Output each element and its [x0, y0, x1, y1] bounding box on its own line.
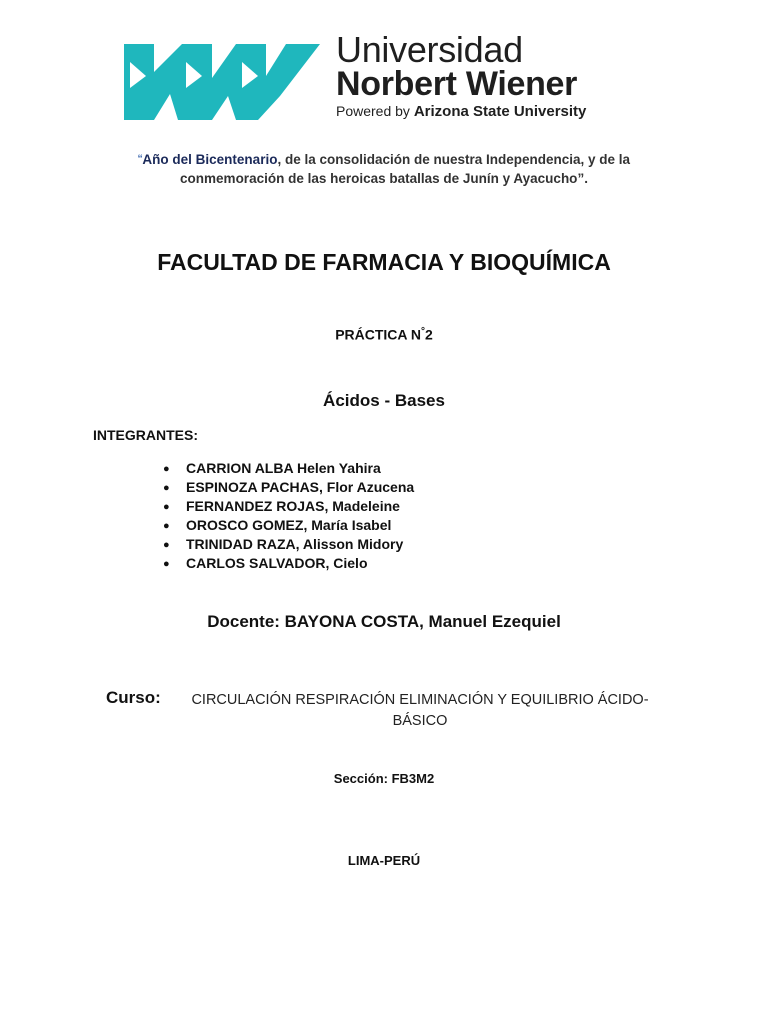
teacher-line: Docente: BAYONA COSTA, Manuel Ezequiel [207, 612, 561, 631]
city-country: LIMA-PERÚ [347, 853, 421, 868]
member-item [163, 459, 414, 478]
member-item [163, 478, 414, 497]
bullet-icon: ● [163, 558, 170, 570]
motto-highlight: Año del Bicentenario [142, 152, 278, 167]
member-given-name: Cielo [333, 555, 368, 571]
year-motto [90, 150, 678, 188]
members-list [163, 459, 414, 573]
member-surname: CARRION ALBA [186, 460, 294, 476]
member-given-name: Helen Yahira [296, 460, 381, 476]
practice-number [0, 326, 768, 343]
powered-by-name: Arizona State University [413, 103, 587, 120]
bullet-icon: ● [163, 482, 170, 494]
course-label: Curso: [106, 688, 161, 707]
member-given-name: Madeleine [332, 498, 400, 514]
motto-open-quote: “ [137, 152, 143, 167]
motto-text: , de la consolidación de nuestra Independencia, y de la conmemoración de las heroicas batallas de Junín y Ayacucho [180, 152, 631, 186]
member-item [163, 497, 414, 516]
bullet-icon: ● [163, 539, 170, 551]
faculty-title: FACULTAD DE FARMACIA Y BIOQUÍMICA [157, 249, 611, 275]
practice-label: PRÁCTICA N [335, 326, 421, 343]
member-separator: , [324, 498, 333, 514]
motto-close-quote: ”. [577, 171, 588, 186]
member-surname: OROSCO GOMEZ [186, 517, 304, 533]
practice-degree: ° [421, 326, 425, 337]
member-separator: , [295, 536, 303, 552]
member-surname: CARLOS SALVADOR [186, 555, 326, 571]
practice-topic: Ácidos - Bases [323, 391, 445, 410]
section-code: Sección: FB3M2 [333, 771, 435, 786]
powered-by-prefix: Powered by [336, 103, 410, 119]
member-item [163, 554, 414, 573]
member-given-name: María Isabel [311, 517, 392, 533]
university-logo-mark [120, 36, 326, 120]
practice-num: 2 [425, 326, 433, 343]
member-surname: FERNANDEZ ROJAS [186, 498, 325, 514]
member-separator: , [325, 555, 334, 571]
member-separator: , [319, 479, 327, 495]
powered-by-line [336, 102, 586, 121]
member-surname: TRINIDAD RAZA [186, 536, 296, 552]
member-surname: ESPINOZA PACHAS [186, 479, 320, 495]
member-item [163, 535, 414, 554]
logo-chevrons [124, 44, 320, 120]
bullet-icon: ● [163, 501, 170, 513]
course-name: CIRCULACIÓN RESPIRACIÓN ELIMINACIÓN Y EQUILIBRIO ÁCIDO-BÁSICO [191, 692, 649, 729]
university-name-line1: Universidad [336, 29, 523, 70]
members-heading: INTEGRANTES: [93, 427, 198, 443]
member-given-name: Alisson Midory [302, 536, 404, 552]
member-given-name: Flor Azucena [326, 479, 415, 495]
bullet-icon: ● [163, 520, 170, 532]
member-item [163, 516, 414, 535]
bullet-icon: ● [163, 463, 170, 475]
university-name-line2: Norbert Wiener [336, 65, 578, 103]
member-separator: , [303, 517, 312, 533]
